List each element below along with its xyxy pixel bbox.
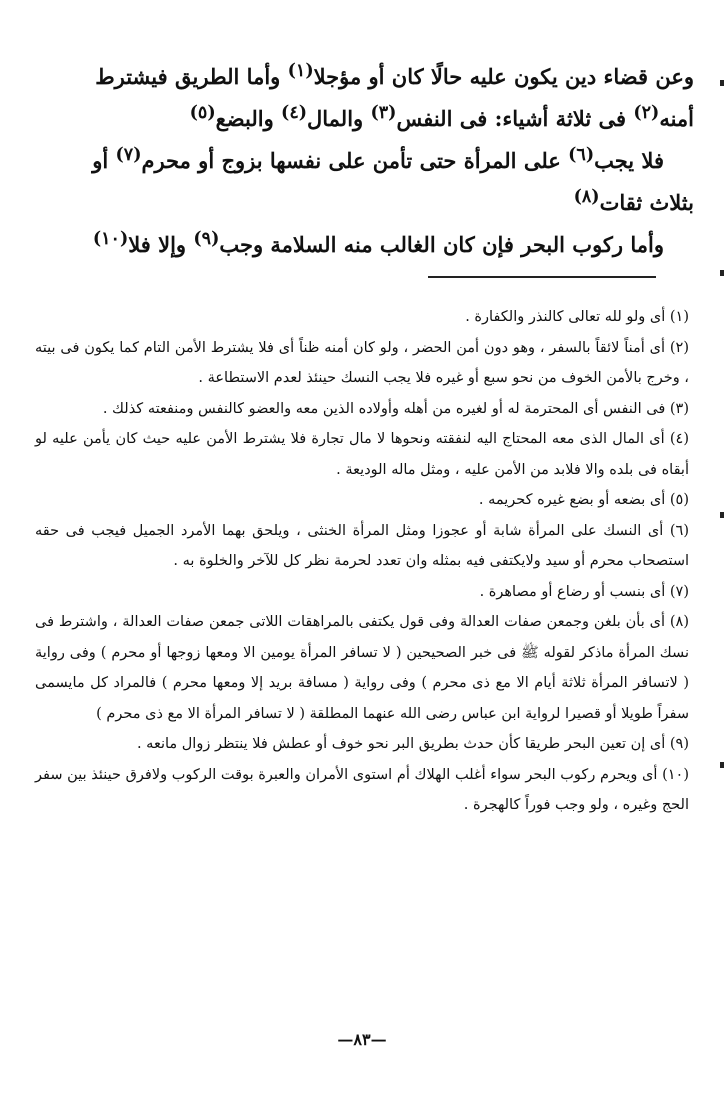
margin-mark bbox=[720, 80, 724, 86]
footnote: (٣) فى النفس أى المحترمة له أو لغيره من أهله وأولاده الذين معه والعضو كالنفس ومنفعته كذلك . bbox=[102, 400, 689, 417]
main-line: أمنه$^{(٢)}$ فى ثلاثة أشياء: فى النفس$^{(٣)}$ والمال$^{(٤)}$ والبضع$^{(٥)}$ bbox=[189, 103, 694, 131]
footnote: (٥) أى بضعه أو بضع غيره كحريمه . bbox=[478, 492, 689, 508]
main-line: وأما ركوب البحر فإن كان الغالب منه السلامة وجب$^{(٩)}$ وإلا فلا$^{(١٠)}$ bbox=[92, 229, 664, 257]
page-number: —٨٣— bbox=[337, 1030, 387, 1049]
footnote: (٩) أى إن تعين البحر طريقا كأن حدث بطريق البر نحو خوف أو عطش فلا ينتظر زوال مانعه . bbox=[136, 736, 689, 752]
footnotes bbox=[35, 302, 689, 821]
margin-mark bbox=[720, 270, 724, 276]
footnote: (٢) أى أمناً لائقاً بالسفر ، وهو دون أمن الحضر ، ولو كان أمنه ظناً أى فلا يشترط الأمن التام كما يكون فى بيته ، وخرج بالأمن الخوف من نحو سبع أو غيره فلا يجب النسك حينئذ لعدم الاستطاعة . bbox=[35, 339, 689, 386]
footnote: (٤) أى المال الذى معه المحتاج اليه لنفقته ونحوها لا مال تجارة فلا يشترط الأمن عليه حيث كان يأمن عليه لو أبقاه فى بلده والا فلابد من الأمن عليه ، ومثل ماله الوديعة . bbox=[35, 431, 689, 478]
main-line: فلا يجب$^{(٦)}$ على المرأة حتى تأمن على نفسها بزوج أو محرم$^{(٧)}$ أو bbox=[92, 145, 664, 173]
footnote-divider bbox=[428, 276, 656, 278]
margin-mark bbox=[720, 762, 724, 768]
footnote: (١) أى ولو لله تعالى كالنذر والكفارة . bbox=[465, 309, 689, 325]
margin-mark bbox=[720, 512, 724, 518]
footnote: (٧) أى بنسب أو رضاع أو مصاهرة . bbox=[479, 583, 689, 600]
main-line: بثلاث ثقات$^{(٨)}$ bbox=[573, 187, 694, 215]
main-text bbox=[30, 50, 694, 260]
main-line: وعن قضاء دين يكون عليه حالًا كان أو مؤجلا$^{(١)}$ وأما الطريق فيشترط bbox=[95, 61, 694, 89]
footnote: (١٠) أى ويحرم ركوب البحر سواء أغلب الهلاك أم استوى الأمران والعبرة بوقت الركوب ولافرق حينئذ بين سفر الحج وغيره ، ولو وجب فوراً كالهجرة . bbox=[35, 766, 689, 813]
footnote: (٨) أى بأن بلغن وجمعن صفات العدالة وفى قول يكتفى بالمراهقات اللاتى جمعن صفات العدالة ، واشترط فى نسك المرأة ماذكر لقوله ﷺ فى خبر الصحيحين ( لا تسافر المرأة يومين الا ومعها زوجها أو محرم ) وفى رواية ( لاتسافر المرأة ثلاثة أيام الا مع ذى محرم ) وفى رواية ( مسافة بريد إلا ومعها محرم ) فالمراد كل مايسمى سفراً طويلا أو قصيرا لرواية ابن عباس رضى الله عنهما المطلقة ( لا تسافر المرأة الا مع ذى محرم ) bbox=[35, 614, 689, 722]
footnote: (٦) أى النسك على المرأة شابة أو عجوزا ومثل المرأة الخنثى ، ويلحق بهما الأمرد الجميل فيجب فى حقه استصحاب محرم أو سيد ولايكتفى فيه بمثله وان تعدد لحرمة نظر كل للآخر والخلوة به . bbox=[35, 522, 689, 569]
